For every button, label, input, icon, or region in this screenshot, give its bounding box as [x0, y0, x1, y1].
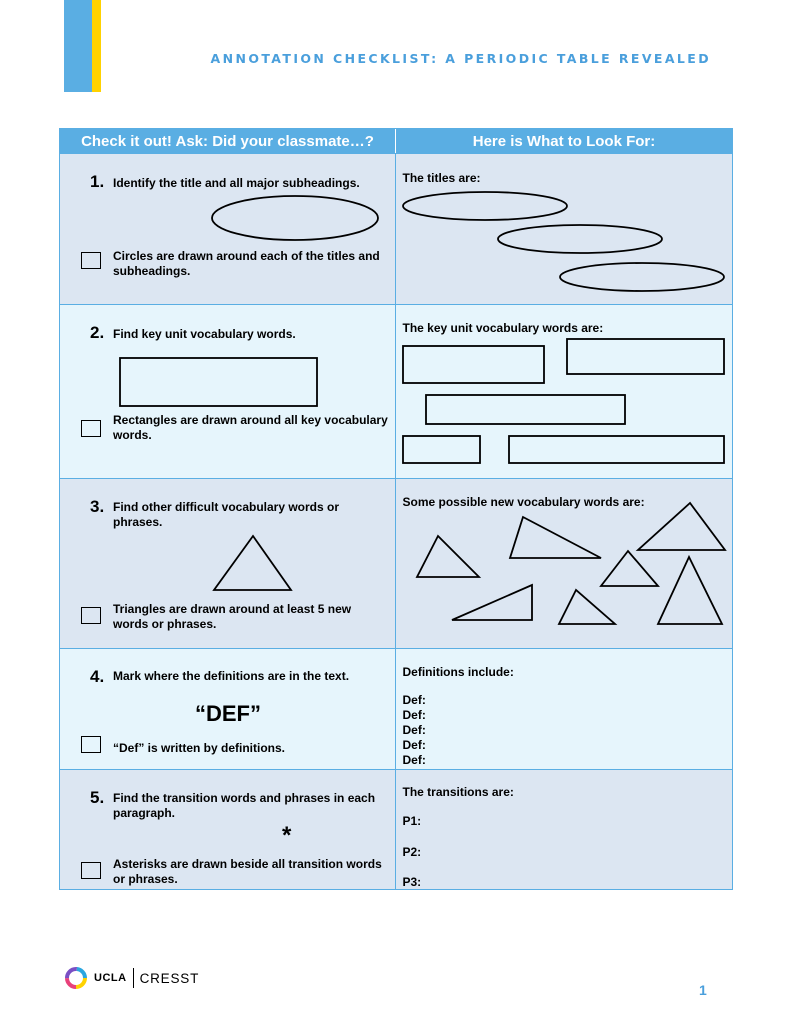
ucla-cresst-logo	[64, 966, 199, 990]
paragraph-label: P3:	[402, 875, 422, 889]
row-4-look-for-cell	[396, 649, 733, 769]
checkbox-row-5[interactable]	[81, 862, 101, 879]
annotation-checklist-table	[59, 128, 733, 890]
logo-cresst-text: CRESST	[139, 970, 200, 986]
logo-divider	[133, 968, 134, 988]
row-2-look-for-cell	[396, 305, 733, 478]
header-accent-bar-blue	[64, 0, 92, 92]
column-header-look-for: Here is What to Look For:	[472, 132, 656, 150]
row-right-heading: The key unit vocabulary words are:	[402, 321, 604, 335]
page-number: 1	[699, 982, 707, 998]
checklist-row-2	[60, 304, 732, 478]
row-number: 3.	[90, 497, 105, 516]
checklist-row-5	[60, 769, 732, 889]
oval-example-icon	[60, 154, 396, 305]
paragraph-label: P2:	[402, 845, 422, 859]
table-header-row	[60, 129, 732, 153]
checkbox-row-1[interactable]	[81, 252, 101, 269]
definition-label: Def:	[402, 753, 426, 767]
row-instruction: Find key unit vocabulary words.	[113, 327, 296, 341]
row-instruction: Identify the title and all major subheadings.	[113, 176, 360, 190]
row-criterion: Triangles are drawn around at least 5 new words or phrases.	[113, 602, 352, 631]
row-3-check-cell	[60, 479, 396, 648]
checklist-row-4	[60, 648, 732, 769]
vocabulary-triangles-illustration	[396, 479, 733, 649]
row-criterion: Asterisks are drawn beside all transition words or phrases.	[113, 857, 382, 886]
definition-list	[403, 693, 426, 768]
row-2-check-cell	[60, 305, 396, 478]
row-right-heading: The titles are:	[402, 171, 481, 185]
definition-label: Def:	[402, 708, 426, 722]
column-header-check: Check it out! Ask: Did your classmate…?	[60, 129, 396, 153]
paragraph-label: P1:	[402, 814, 422, 828]
row-1-look-for-cell	[396, 154, 733, 304]
row-criterion: Rectangles are drawn around all key vocabulary words.	[113, 413, 388, 442]
checklist-row-3	[60, 478, 732, 648]
row-instruction: Mark where the definitions are in the text.	[113, 669, 350, 683]
row-5-look-for-cell	[396, 770, 733, 889]
page-title: ANNOTATION CHECKLIST: A PERIODIC TABLE REVEALED	[210, 51, 711, 66]
row-5-check-cell	[60, 770, 396, 889]
cresst-ring-icon	[64, 966, 88, 990]
vocabulary-rectangles-illustration	[396, 305, 733, 479]
row-number: 4.	[90, 667, 105, 686]
logo-ucla-text: UCLA	[94, 972, 127, 984]
checklist-row-1	[60, 153, 732, 304]
row-right-heading: Definitions include:	[402, 665, 514, 679]
row-instruction: Find the transition words and phrases in each paragraph.	[113, 791, 376, 820]
def-symbol: “DEF”	[195, 701, 261, 726]
row-number: 2.	[90, 323, 105, 342]
header-accent-bar-yellow	[92, 0, 101, 92]
definition-label: Def:	[402, 723, 426, 737]
row-number: 1.	[90, 172, 105, 191]
row-criterion: Circles are drawn around each of the titles and subheadings.	[113, 249, 380, 278]
title-ovals-illustration	[396, 154, 733, 305]
row-4-check-cell	[60, 649, 396, 769]
asterisk-symbol: *	[282, 822, 292, 849]
row-1-check-cell	[60, 154, 396, 304]
rectangle-example-icon	[60, 305, 396, 479]
definition-label: Def:	[402, 738, 426, 752]
row-right-heading: Some possible new vocabulary words are:	[402, 495, 645, 509]
row-number: 5.	[90, 788, 105, 807]
checkbox-row-3[interactable]	[81, 607, 101, 624]
row-3-look-for-cell	[396, 479, 733, 648]
row-criterion: “Def” is written by definitions.	[113, 741, 286, 755]
checkbox-row-2[interactable]	[81, 420, 101, 437]
row-instruction: Find other difficult vocabulary words or phrases.	[113, 500, 340, 529]
checkbox-row-4[interactable]	[81, 736, 101, 753]
definition-label: Def:	[402, 693, 426, 707]
row-right-heading: The transitions are:	[402, 785, 514, 799]
